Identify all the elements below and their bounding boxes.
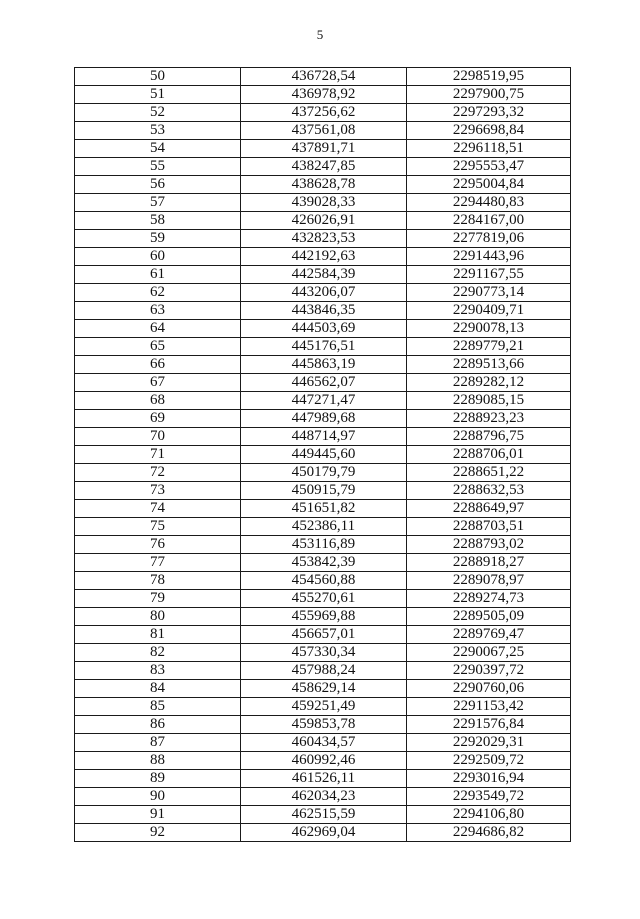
x-coordinate-cell: 456657,01: [241, 626, 407, 644]
table-row: [75, 86, 571, 104]
table-row: [75, 392, 571, 410]
table-row: [75, 194, 571, 212]
y-coordinate-cell: 2291576,84: [407, 716, 571, 734]
y-coordinate-cell: 2295004,84: [407, 176, 571, 194]
x-coordinate-cell: 436728,54: [241, 68, 407, 86]
table-row: [75, 374, 571, 392]
point-number-cell: 65: [75, 338, 241, 356]
point-number-cell: 60: [75, 248, 241, 266]
x-coordinate-cell: 454560,88: [241, 572, 407, 590]
x-coordinate-cell: 447989,68: [241, 410, 407, 428]
y-coordinate-cell: 2289513,66: [407, 356, 571, 374]
x-coordinate-cell: 450179,79: [241, 464, 407, 482]
x-coordinate-cell: 439028,33: [241, 194, 407, 212]
table-row: [75, 788, 571, 806]
point-number-cell: 79: [75, 590, 241, 608]
table-row: [75, 482, 571, 500]
y-coordinate-cell: 2297900,75: [407, 86, 571, 104]
point-number-cell: 52: [75, 104, 241, 122]
point-number-cell: 77: [75, 554, 241, 572]
table-row: [75, 140, 571, 158]
x-coordinate-cell: 462969,04: [241, 824, 407, 842]
point-number-cell: 72: [75, 464, 241, 482]
y-coordinate-cell: 2294686,82: [407, 824, 571, 842]
point-number-cell: 71: [75, 446, 241, 464]
table-row: [75, 536, 571, 554]
table-row: [75, 410, 571, 428]
point-number-cell: 67: [75, 374, 241, 392]
table-row: [75, 590, 571, 608]
point-number-cell: 91: [75, 806, 241, 824]
y-coordinate-cell: 2292509,72: [407, 752, 571, 770]
x-coordinate-cell: 437891,71: [241, 140, 407, 158]
table-row: [75, 518, 571, 536]
table-row: [75, 338, 571, 356]
point-number-cell: 74: [75, 500, 241, 518]
y-coordinate-cell: 2290409,71: [407, 302, 571, 320]
x-coordinate-cell: 446562,07: [241, 374, 407, 392]
table-row: [75, 824, 571, 842]
x-coordinate-cell: 457988,24: [241, 662, 407, 680]
table-row: [75, 176, 571, 194]
y-coordinate-cell: 2289779,21: [407, 338, 571, 356]
x-coordinate-cell: 426026,91: [241, 212, 407, 230]
x-coordinate-cell: 450915,79: [241, 482, 407, 500]
point-number-cell: 92: [75, 824, 241, 842]
table-row: [75, 500, 571, 518]
table-row: [75, 428, 571, 446]
point-number-cell: 54: [75, 140, 241, 158]
point-number-cell: 55: [75, 158, 241, 176]
x-coordinate-cell: 459853,78: [241, 716, 407, 734]
x-coordinate-cell: 458629,14: [241, 680, 407, 698]
coordinates-table: [74, 67, 571, 842]
y-coordinate-cell: 2290078,13: [407, 320, 571, 338]
table-row: [75, 446, 571, 464]
x-coordinate-cell: 447271,47: [241, 392, 407, 410]
y-coordinate-cell: 2290397,72: [407, 662, 571, 680]
table-row: [75, 644, 571, 662]
point-number-cell: 66: [75, 356, 241, 374]
table-row: [75, 122, 571, 140]
point-number-cell: 89: [75, 770, 241, 788]
table-row: [75, 320, 571, 338]
table-row: [75, 608, 571, 626]
y-coordinate-cell: 2290773,14: [407, 284, 571, 302]
x-coordinate-cell: 460434,57: [241, 734, 407, 752]
y-coordinate-cell: 2292029,31: [407, 734, 571, 752]
x-coordinate-cell: 444503,69: [241, 320, 407, 338]
x-coordinate-cell: 448714,97: [241, 428, 407, 446]
table-row: [75, 302, 571, 320]
table-row: [75, 464, 571, 482]
y-coordinate-cell: 2294106,80: [407, 806, 571, 824]
point-number-cell: 58: [75, 212, 241, 230]
x-coordinate-cell: 462515,59: [241, 806, 407, 824]
x-coordinate-cell: 438628,78: [241, 176, 407, 194]
point-number-cell: 68: [75, 392, 241, 410]
point-number-cell: 78: [75, 572, 241, 590]
table-row: [75, 158, 571, 176]
y-coordinate-cell: 2284167,00: [407, 212, 571, 230]
point-number-cell: 73: [75, 482, 241, 500]
x-coordinate-cell: 459251,49: [241, 698, 407, 716]
y-coordinate-cell: 2289078,97: [407, 572, 571, 590]
table-row: [75, 770, 571, 788]
point-number-cell: 53: [75, 122, 241, 140]
point-number-cell: 76: [75, 536, 241, 554]
point-number-cell: 80: [75, 608, 241, 626]
y-coordinate-cell: 2288918,27: [407, 554, 571, 572]
x-coordinate-cell: 461526,11: [241, 770, 407, 788]
point-number-cell: 75: [75, 518, 241, 536]
y-coordinate-cell: 2288793,02: [407, 536, 571, 554]
x-coordinate-cell: 445176,51: [241, 338, 407, 356]
x-coordinate-cell: 457330,34: [241, 644, 407, 662]
table-row: [75, 626, 571, 644]
x-coordinate-cell: 437561,08: [241, 122, 407, 140]
y-coordinate-cell: 2288703,51: [407, 518, 571, 536]
table-row: [75, 104, 571, 122]
x-coordinate-cell: 438247,85: [241, 158, 407, 176]
coordinates-table-body: [75, 68, 571, 842]
point-number-cell: 56: [75, 176, 241, 194]
y-coordinate-cell: 2289769,47: [407, 626, 571, 644]
point-number-cell: 61: [75, 266, 241, 284]
y-coordinate-cell: 2288651,22: [407, 464, 571, 482]
x-coordinate-cell: 443206,07: [241, 284, 407, 302]
y-coordinate-cell: 2289505,09: [407, 608, 571, 626]
x-coordinate-cell: 443846,35: [241, 302, 407, 320]
x-coordinate-cell: 442584,39: [241, 266, 407, 284]
point-number-cell: 51: [75, 86, 241, 104]
y-coordinate-cell: 2288923,23: [407, 410, 571, 428]
table-row: [75, 554, 571, 572]
point-number-cell: 64: [75, 320, 241, 338]
y-coordinate-cell: 2291443,96: [407, 248, 571, 266]
x-coordinate-cell: 442192,63: [241, 248, 407, 266]
x-coordinate-cell: 462034,23: [241, 788, 407, 806]
table-row: [75, 806, 571, 824]
x-coordinate-cell: 453116,89: [241, 536, 407, 554]
y-coordinate-cell: 2288796,75: [407, 428, 571, 446]
x-coordinate-cell: 460992,46: [241, 752, 407, 770]
y-coordinate-cell: 2288649,97: [407, 500, 571, 518]
point-number-cell: 90: [75, 788, 241, 806]
table-row: [75, 230, 571, 248]
table-row: [75, 752, 571, 770]
y-coordinate-cell: 2295553,47: [407, 158, 571, 176]
point-number-cell: 63: [75, 302, 241, 320]
table-row: [75, 662, 571, 680]
y-coordinate-cell: 2296118,51: [407, 140, 571, 158]
x-coordinate-cell: 453842,39: [241, 554, 407, 572]
x-coordinate-cell: 455969,88: [241, 608, 407, 626]
point-number-cell: 59: [75, 230, 241, 248]
y-coordinate-cell: 2293549,72: [407, 788, 571, 806]
table-row: [75, 212, 571, 230]
point-number-cell: 83: [75, 662, 241, 680]
y-coordinate-cell: 2289274,73: [407, 590, 571, 608]
table-row: [75, 734, 571, 752]
point-number-cell: 82: [75, 644, 241, 662]
point-number-cell: 57: [75, 194, 241, 212]
x-coordinate-cell: 437256,62: [241, 104, 407, 122]
y-coordinate-cell: 2297293,32: [407, 104, 571, 122]
y-coordinate-cell: 2289085,15: [407, 392, 571, 410]
point-number-cell: 85: [75, 698, 241, 716]
table-row: [75, 572, 571, 590]
point-number-cell: 81: [75, 626, 241, 644]
point-number-cell: 86: [75, 716, 241, 734]
y-coordinate-cell: 2288632,53: [407, 482, 571, 500]
page-number: 5: [316, 27, 324, 42]
point-number-cell: 50: [75, 68, 241, 86]
point-number-cell: 62: [75, 284, 241, 302]
point-number-cell: 70: [75, 428, 241, 446]
table-row: [75, 698, 571, 716]
x-coordinate-cell: 455270,61: [241, 590, 407, 608]
x-coordinate-cell: 452386,11: [241, 518, 407, 536]
y-coordinate-cell: 2291153,42: [407, 698, 571, 716]
x-coordinate-cell: 432823,53: [241, 230, 407, 248]
x-coordinate-cell: 449445,60: [241, 446, 407, 464]
table-row: [75, 284, 571, 302]
x-coordinate-cell: 451651,82: [241, 500, 407, 518]
table-row: [75, 68, 571, 86]
point-number-cell: 69: [75, 410, 241, 428]
y-coordinate-cell: 2291167,55: [407, 266, 571, 284]
y-coordinate-cell: 2289282,12: [407, 374, 571, 392]
point-number-cell: 84: [75, 680, 241, 698]
x-coordinate-cell: 445863,19: [241, 356, 407, 374]
point-number-cell: 88: [75, 752, 241, 770]
y-coordinate-cell: 2277819,06: [407, 230, 571, 248]
y-coordinate-cell: 2294480,83: [407, 194, 571, 212]
table-row: [75, 680, 571, 698]
x-coordinate-cell: 436978,92: [241, 86, 407, 104]
y-coordinate-cell: 2293016,94: [407, 770, 571, 788]
point-number-cell: 87: [75, 734, 241, 752]
y-coordinate-cell: 2288706,01: [407, 446, 571, 464]
table-row: [75, 266, 571, 284]
table-row: [75, 716, 571, 734]
table-row: [75, 248, 571, 266]
y-coordinate-cell: 2296698,84: [407, 122, 571, 140]
y-coordinate-cell: 2298519,95: [407, 68, 571, 86]
y-coordinate-cell: 2290760,06: [407, 680, 571, 698]
y-coordinate-cell: 2290067,25: [407, 644, 571, 662]
table-row: [75, 356, 571, 374]
